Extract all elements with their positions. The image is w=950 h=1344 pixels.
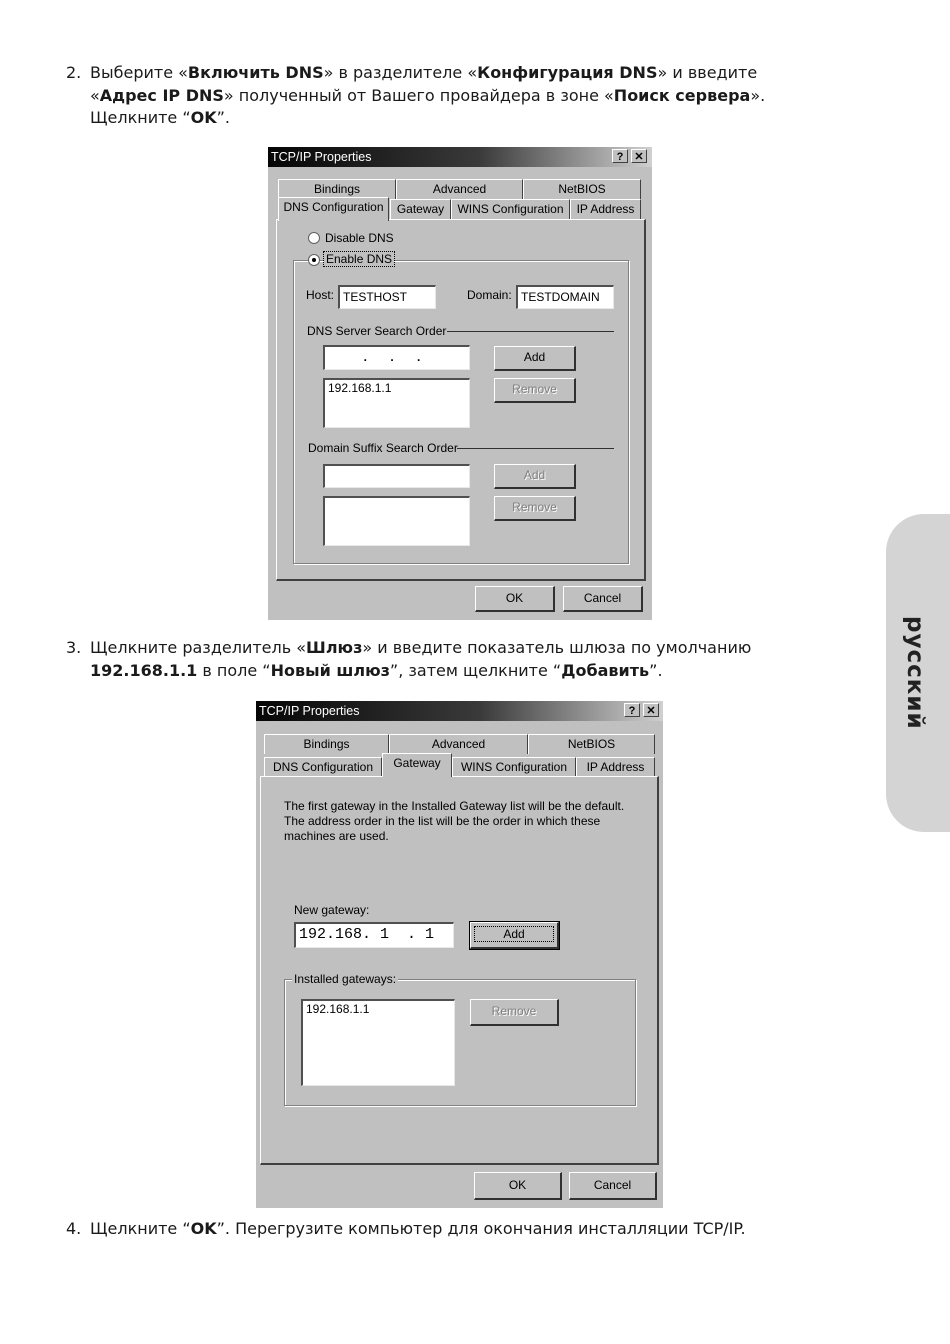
step-number: 3. <box>66 638 82 657</box>
step-number: 2. <box>66 63 82 82</box>
language-label: русский <box>902 616 928 730</box>
tab-wins-configuration[interactable]: WINS Configuration <box>451 199 570 219</box>
tab-gateway[interactable]: Gateway <box>382 753 452 777</box>
text: Выберите « <box>90 63 188 82</box>
domain-input[interactable]: TESTDOMAIN <box>516 285 614 309</box>
button-label: Add <box>523 468 546 482</box>
installed-gateways-label: Installed gateways: <box>294 972 397 986</box>
tab-dns-configuration[interactable]: DNS Configuration <box>278 197 389 221</box>
remove-button[interactable] <box>470 999 559 1026</box>
help-button[interactable]: ? <box>624 703 640 717</box>
dns-remove-button[interactable] <box>494 378 576 403</box>
text: » полученный от Вашего провайдера в зоне « <box>223 85 614 105</box>
info-text <box>284 799 624 844</box>
text: Щелкните “ <box>90 1219 191 1238</box>
bold-text: Новый шлюз <box>270 660 390 680</box>
list-item[interactable]: 192.168.1.1 <box>328 381 392 395</box>
tcpip-dialog-gateway <box>256 701 663 1208</box>
text: ”. <box>216 108 231 127</box>
tab-advanced[interactable]: Advanced <box>396 179 523 199</box>
text: » в разделителе « <box>323 63 478 82</box>
tab-ip-address[interactable]: IP Address <box>570 199 641 219</box>
suffix-input[interactable] <box>323 464 470 488</box>
disable-dns-radio[interactable] <box>308 232 320 244</box>
button-label: Add <box>475 927 552 941</box>
tab-bindings[interactable]: Bindings <box>264 734 389 754</box>
step-2-line-2 <box>90 85 765 108</box>
bold-text: Шлюз <box>306 638 363 657</box>
tab-panel <box>276 219 646 581</box>
text: » и введите показатель шлюза по умолчанию <box>362 638 752 657</box>
button-label: Remove <box>491 1004 537 1018</box>
text: ”. Перегрузите компьютер для окончания инсталляции TCP/IP. <box>216 1219 746 1238</box>
tab-bindings[interactable]: Bindings <box>278 179 396 199</box>
button-label: OK <box>505 591 524 605</box>
text: в поле “ <box>197 660 271 680</box>
bold-text: OK <box>190 108 217 127</box>
tab-netbios[interactable]: NetBIOS <box>528 734 655 754</box>
button-label: Remove <box>512 500 557 514</box>
info-line: machines are used. <box>284 829 389 843</box>
close-icon[interactable]: ✕ <box>643 703 659 717</box>
bold-text: Адрес IP DNS <box>99 85 224 105</box>
disable-dns-label[interactable]: Disable DNS <box>325 231 394 245</box>
text: Щелкните разделитель « <box>90 638 307 657</box>
ok-button[interactable] <box>474 1172 562 1200</box>
separator <box>447 331 614 332</box>
step-2-line-3 <box>90 107 230 130</box>
button-label: OK <box>508 1178 527 1192</box>
host-input[interactable]: TESTHOST <box>338 285 436 309</box>
list-item[interactable]: 192.168.1.1 <box>306 1002 370 1016</box>
title-bar <box>256 701 663 721</box>
domain-suffix-label: Domain Suffix Search Order <box>308 441 458 455</box>
help-button[interactable]: ? <box>612 149 628 163</box>
bold-text: Включить DNS <box>187 63 324 82</box>
enable-dns-radio[interactable] <box>308 254 320 266</box>
step-2-line-1 <box>90 62 757 85</box>
step-3-line-1 <box>90 637 751 660</box>
text: « <box>90 85 100 105</box>
cancel-button[interactable] <box>563 586 643 612</box>
bold-text: Поиск сервера <box>613 85 751 105</box>
tab-advanced[interactable]: Advanced <box>389 734 528 754</box>
step-4-line-1 <box>90 1218 746 1241</box>
dns-server-list[interactable] <box>323 378 470 428</box>
bold-text: OK <box>190 1219 217 1238</box>
separator <box>457 448 614 449</box>
suffix-add-button[interactable] <box>494 464 576 489</box>
text: ”. <box>649 660 663 680</box>
bold-text: 192.168.1.1 <box>90 660 198 680</box>
button-label: Remove <box>512 382 557 396</box>
tab-wins-configuration[interactable]: WINS Configuration <box>452 757 576 777</box>
close-icon[interactable]: ✕ <box>631 149 647 163</box>
enable-dns-label[interactable]: Enable DNS <box>326 252 393 266</box>
text: Щелкните “ <box>90 108 191 127</box>
info-line: The first gateway in the Installed Gateway list will be the default. <box>284 799 625 813</box>
add-button[interactable] <box>470 922 559 949</box>
text: ”, затем щелкните “ <box>389 660 562 680</box>
suffix-remove-button[interactable] <box>494 496 576 521</box>
dns-add-button[interactable] <box>494 346 576 371</box>
tab-gateway[interactable]: Gateway <box>390 199 451 219</box>
tab-panel <box>260 776 659 1165</box>
installed-gateways-list[interactable] <box>301 999 455 1086</box>
domain-label: Domain: <box>467 288 512 302</box>
new-gateway-input[interactable]: 192.168. 1 . 1 <box>294 922 454 948</box>
suffix-list[interactable] <box>323 496 470 546</box>
tcpip-dialog-dns <box>268 147 652 620</box>
tab-dns-configuration[interactable]: DNS Configuration <box>264 757 382 777</box>
dialog-title: TCP/IP Properties <box>271 150 372 164</box>
new-gateway-label: New gateway: <box>294 903 370 917</box>
button-label: Add <box>523 350 546 364</box>
step-number: 4. <box>66 1219 82 1238</box>
ok-button[interactable] <box>475 586 555 612</box>
bold-text: Конфигурация DNS <box>477 63 658 82</box>
text: » и введите <box>657 63 758 82</box>
bold-text: Добавить <box>561 660 650 680</box>
title-bar <box>268 147 652 167</box>
dns-ip-input[interactable]: . . . <box>323 345 470 370</box>
cancel-button[interactable] <box>569 1172 657 1200</box>
button-label: Cancel <box>593 1178 632 1192</box>
step-3-line-2 <box>90 660 663 683</box>
host-label: Host: <box>306 288 335 302</box>
text: ». <box>750 85 766 105</box>
button-label: Cancel <box>583 591 622 605</box>
language-side-tab <box>886 514 950 832</box>
tab-ip-address[interactable]: IP Address <box>576 757 655 777</box>
dns-search-order-label: DNS Server Search Order <box>307 324 447 338</box>
dialog-title: TCP/IP Properties <box>259 704 360 718</box>
tab-netbios[interactable]: NetBIOS <box>523 179 641 199</box>
info-line: The address order in the list will be the order in which these <box>284 814 601 828</box>
